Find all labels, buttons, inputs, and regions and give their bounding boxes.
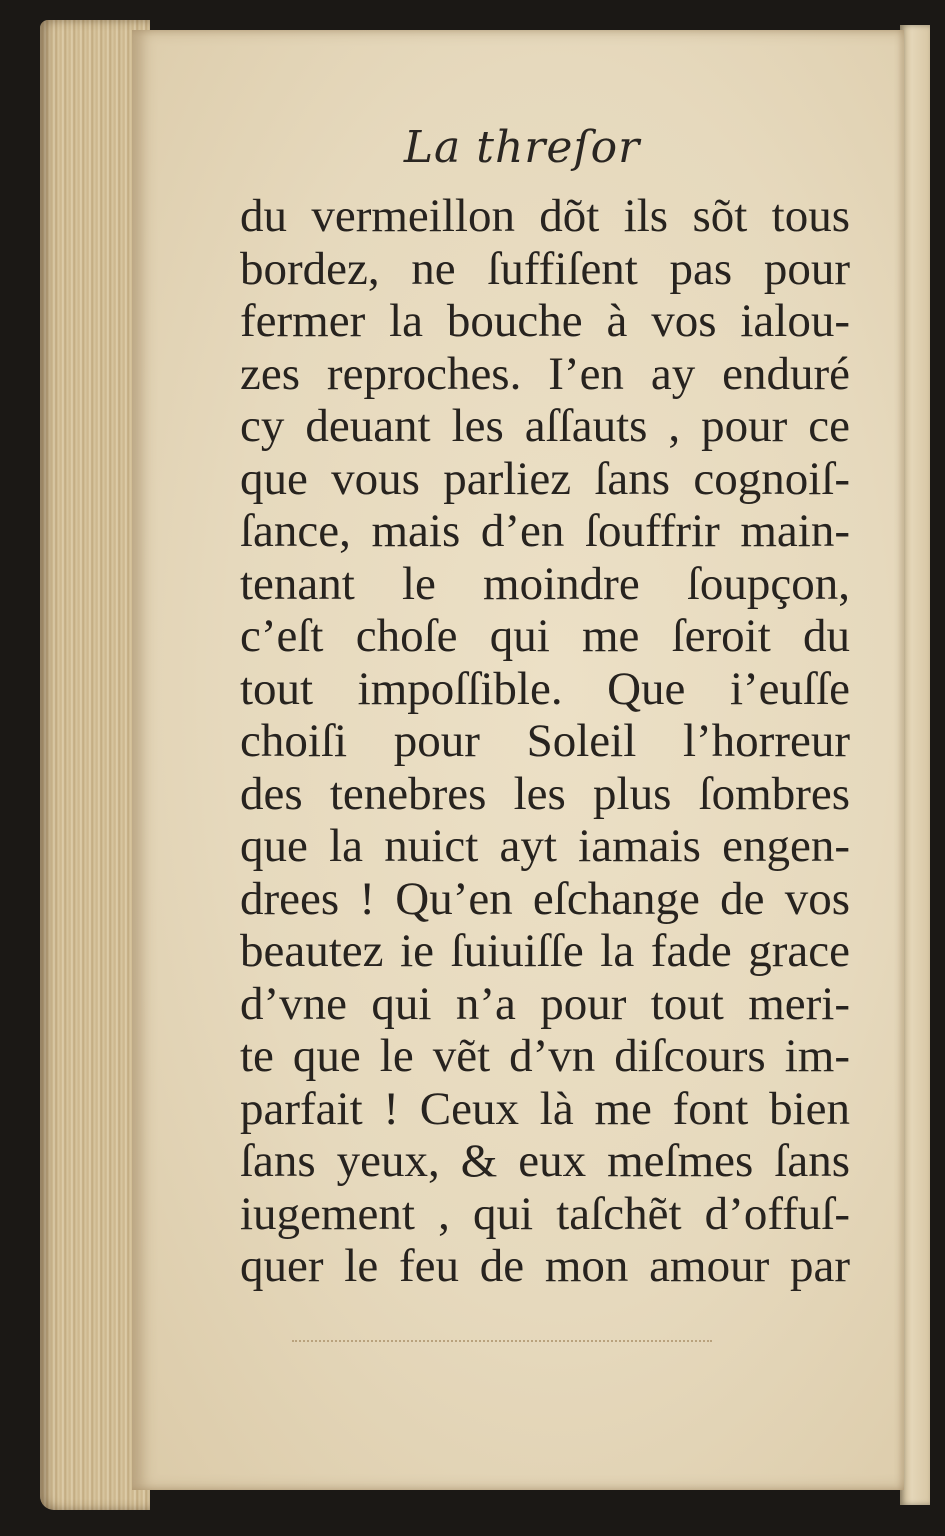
page-text: [240, 190, 850, 1293]
text-line: te que le vẽt d’vn diſcours im-: [240, 1030, 850, 1082]
text-line: ſance, mais d’en ſouffrir main-: [240, 505, 850, 557]
running-head: La threſor: [403, 122, 641, 173]
text-line: bordez, ne ſuffiſent pas pour: [240, 242, 850, 295]
text-line: d’vne qui n’a pour tout meri-: [240, 977, 850, 1030]
page-bottom-rule: [292, 1340, 712, 1342]
text-line: du vermeillon dõt ils sõt tous: [240, 190, 850, 242]
text-line: beautez ie ſuiuiſſe la fade grace: [240, 925, 850, 977]
text-line: cy deuant les aſſauts , pour ce: [240, 400, 850, 452]
text-line: drees ! Qu’en eſchange de vos: [240, 872, 850, 925]
text-line: tenant le moindre ſoupçon,: [240, 557, 850, 610]
text-line: ſans yeux, & eux meſmes ſans: [240, 1135, 850, 1187]
text-line: tout impoſſible. Que i’euſſe: [240, 662, 850, 715]
facing-page-edge: [900, 25, 930, 1505]
text-line: zes reproches. I’en ay enduré: [240, 347, 850, 400]
text-line: que vous parliez ſans cognoiſ-: [240, 452, 850, 505]
text-line: parfait ! Ceux là me font bien: [240, 1082, 850, 1135]
book-page: [132, 30, 904, 1490]
text-line: choiſi pour Soleil l’horreur: [240, 715, 850, 767]
text-line: que la nuict ayt iamais engen-: [240, 820, 850, 872]
text-line: des tenebres les plus ſombres: [240, 767, 850, 820]
text-line: iugement , qui taſchẽt d’offuſ-: [240, 1187, 850, 1240]
text-line: quer le feu de mon amour par: [240, 1240, 850, 1292]
text-line: c’eſt choſe qui me ſeroit du: [240, 610, 850, 662]
text-line: fermer la bouche à vos ialou-: [240, 295, 850, 347]
